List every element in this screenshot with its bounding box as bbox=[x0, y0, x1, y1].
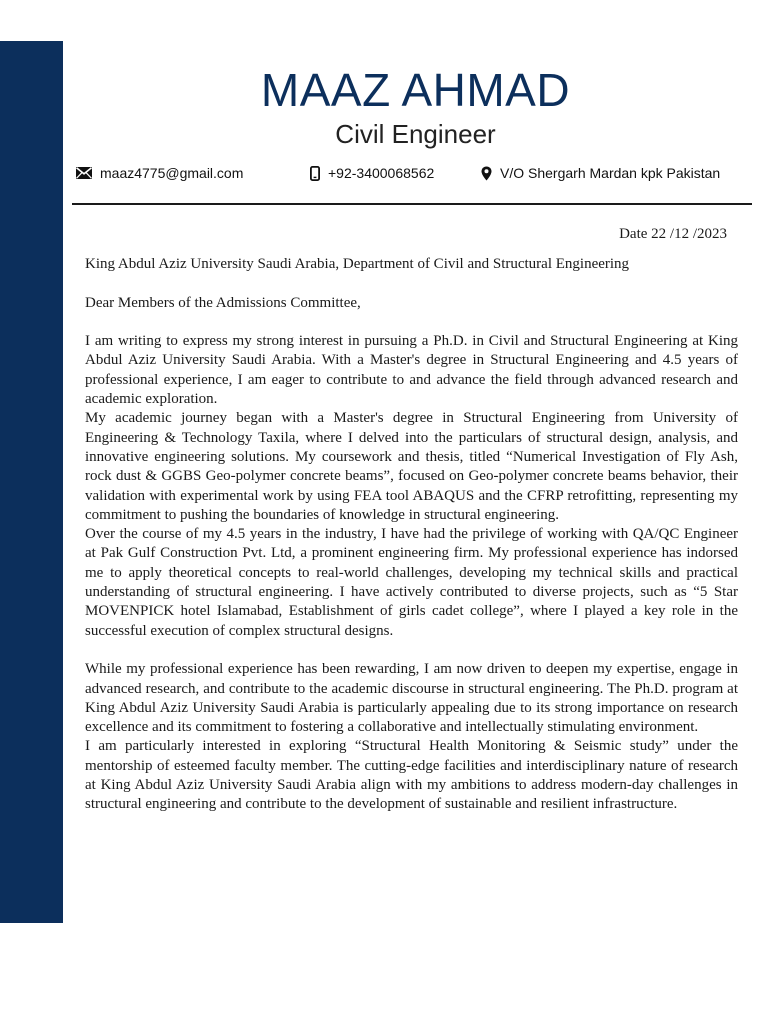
paragraph-academic: My academic journey began with a Master's degree in Structural Engineering from University of Engineering & Technology Taxila, where I delved into the particulars of structural design, analysis, and innovative engineering solutions. My coursework and thesis, titled “Numerical Investigation of Fly Ash, rock dust & GGBS Geo-polymer concrete beams”, focused on Geo-polymer concrete beams behavior, their validation with experimental work by using FEA tool ABAQUS and the CFRP retrofitting, representing my commitment to pushing the boundaries of knowledge in structural engineering. bbox=[85, 410, 738, 523]
phone-text: +92-3400068562 bbox=[328, 165, 435, 181]
applicant-name: MAAZ AHMAD bbox=[260, 64, 571, 116]
paragraph-intro: I am writing to express my strong interest in pursuing a Ph.D. in Civil and Structural Engineering at King Abdul Aziz University Saudi Arabia. With a Master's degree in Structural Engineering and 4.5 years of professional experience, I am eager to contribute to and advance the field through advanced research and academic exploration. bbox=[85, 333, 738, 408]
recipient-line: King Abdul Aziz University Saudi Arabia, Department of Civil and Structural Engineering bbox=[85, 256, 630, 272]
sidebar-accent-bar bbox=[0, 41, 63, 923]
paragraph-research-interest: I am particularly interested in exploring “Structural Health Monitoring & Seismic study” under the mentorship of esteemed faculty member. The cutting-edge facilities and interdisciplinary nature of research at King Abdul Aziz University Saudi Arabia align with my ambitions to address modern-day challenges in structural engineering and contribute to the development of sustainable and resilient infrastructure. bbox=[85, 738, 738, 813]
address-text: V/O Shergarh Mardan kpk Pakistan bbox=[500, 165, 721, 181]
mobile-phone-icon bbox=[310, 166, 320, 181]
envelope-icon bbox=[76, 167, 92, 179]
letter-body bbox=[85, 255, 738, 815]
map-pin-icon bbox=[481, 166, 492, 181]
contact-email[interactable] bbox=[76, 163, 243, 183]
paragraph-motivation: While my professional experience has been rewarding, I am now driven to deepen my expertise, engage in advanced research, and contribute to the academic discourse in structural engineering. The Ph.D. program at King Abdul Aziz University Saudi Arabia is particularly appealing due to its strong importance on research excellence and its commitment to fostering a collaborative and intellectually stimulating environment. bbox=[85, 661, 738, 736]
paragraph-industry: Over the course of my 4.5 years in the industry, I have had the privilege of working with QA/QC Engineer at Pak Gulf Construction Pvt. Ltd, a prominent engineering firm. My professional experience has indorsed me to apply theoretical concepts to real-world challenges, developing my technical skills and practical understanding of structural engineering. I have actively contributed to diverse projects, such as “5 Star MOVENPICK hotel Islamabad, Establishment of girls cadet college”, where I played a key role in the successful execution of complex structural designs. bbox=[85, 526, 738, 639]
header-divider bbox=[72, 203, 752, 205]
salutation: Dear Members of the Admissions Committee, bbox=[85, 294, 361, 311]
contact-phone[interactable] bbox=[310, 163, 434, 183]
letter-date: Date 22 /12 /2023 bbox=[619, 226, 727, 242]
contact-address bbox=[481, 163, 720, 183]
applicant-title: Civil Engineer bbox=[335, 119, 496, 149]
email-text: maaz4775@gmail.com bbox=[100, 165, 244, 181]
